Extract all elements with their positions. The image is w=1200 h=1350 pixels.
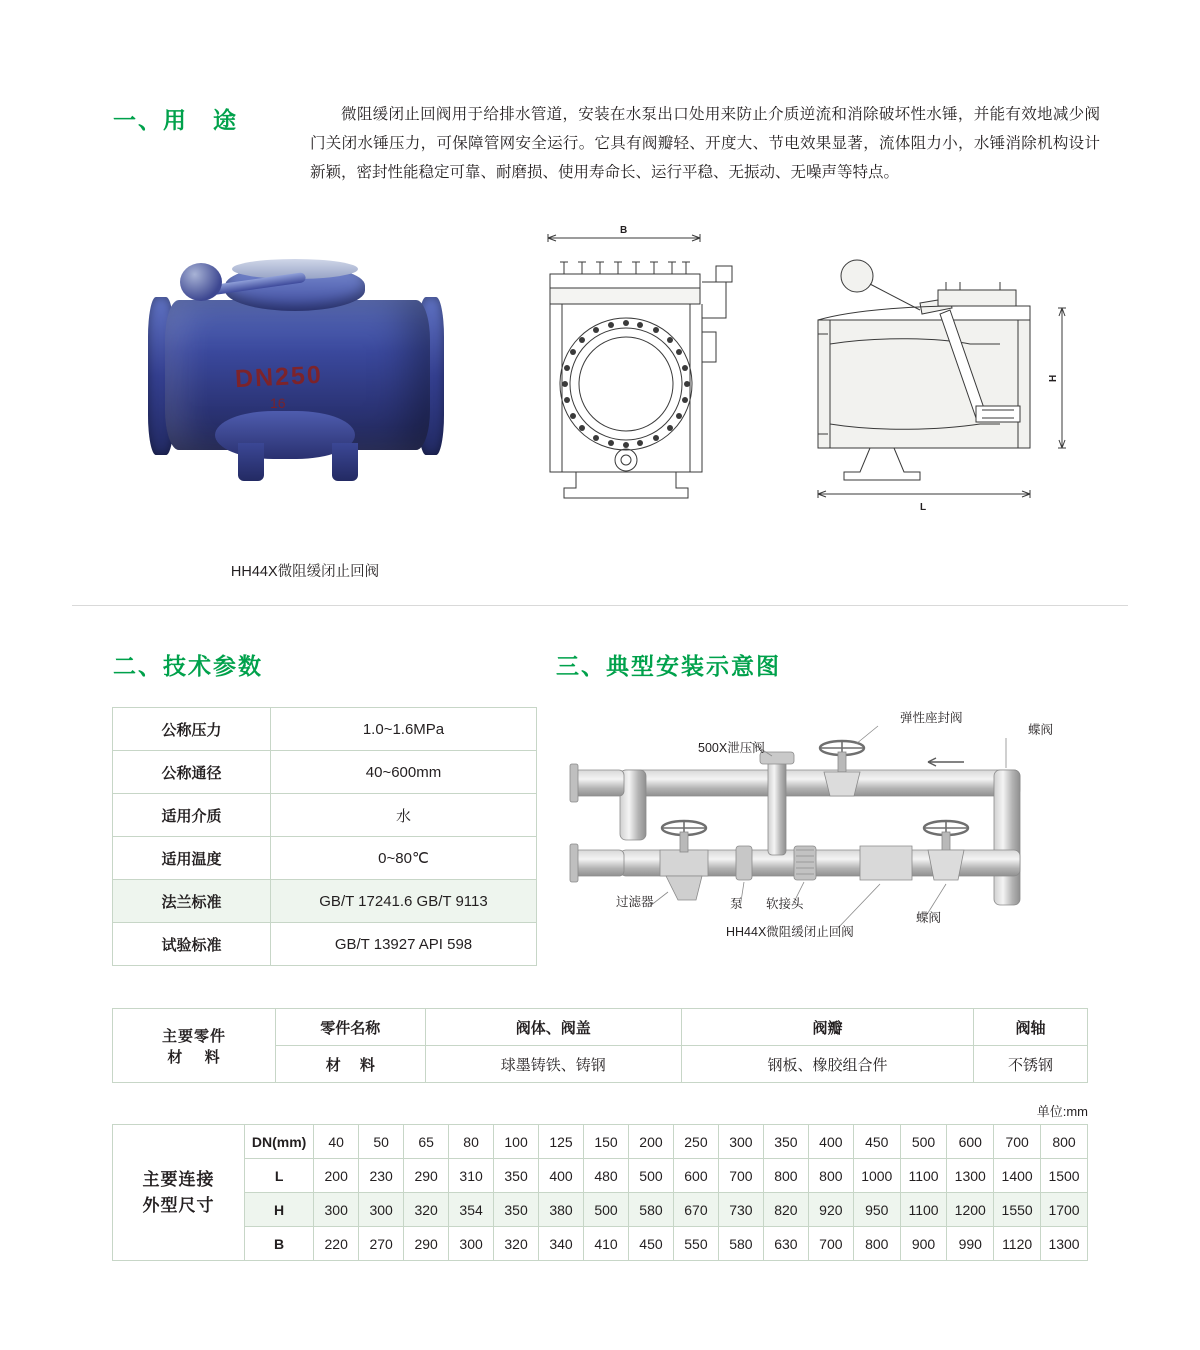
table-row	[113, 1227, 1088, 1261]
dimension-cell: 550	[673, 1227, 718, 1261]
label-flex-joint: 软接头	[766, 897, 804, 911]
material-header-cell: 阀轴	[974, 1009, 1088, 1046]
param-value: 0~80℃	[271, 837, 537, 880]
params-heading: 二、技术参数	[113, 653, 263, 679]
table-row	[113, 708, 537, 751]
dimension-cell: 350	[494, 1193, 539, 1227]
unit-note: 单位:mm	[1036, 1104, 1088, 1119]
dimension-cell: 1300	[947, 1159, 994, 1193]
label-resilient-seat-valve: 弹性座封阀	[900, 711, 963, 725]
dim-label-b: B	[620, 225, 628, 236]
dimension-row-label: B	[245, 1227, 314, 1261]
dimension-cell: 80	[449, 1125, 494, 1159]
label-strainer: 过滤器	[616, 895, 654, 909]
dimension-cell: 500	[900, 1125, 947, 1159]
installation-diagram	[560, 700, 1090, 960]
material-value-cell: 不锈钢	[974, 1046, 1088, 1083]
dimension-cell: 1120	[994, 1227, 1041, 1261]
dimension-cell: 800	[853, 1227, 900, 1261]
product-photo-caption: HH44X微阻缓闭止回阀	[230, 564, 380, 580]
dimension-cell: 290	[404, 1159, 449, 1193]
dimension-cell: 800	[808, 1159, 853, 1193]
valve-foot	[238, 443, 264, 481]
dimension-cell: 1100	[900, 1159, 947, 1193]
table-row	[113, 1159, 1088, 1193]
table-row	[113, 1009, 1088, 1046]
material-header-cell: 阀瓣	[681, 1009, 973, 1046]
dimension-cell: 450	[853, 1125, 900, 1159]
dimension-corner-line1: 主要连接	[142, 1169, 215, 1189]
dimension-cell: 320	[494, 1227, 539, 1261]
dimension-cell: 1000	[853, 1159, 900, 1193]
label-butterfly-valve-bottom: 蝶阀	[916, 911, 942, 925]
dimension-cell: 125	[539, 1125, 584, 1159]
dimension-cell: 920	[808, 1193, 853, 1227]
dimension-cell: 350	[763, 1125, 808, 1159]
dimension-cell: 500	[584, 1193, 629, 1227]
label-check-valve: HH44X微阻缓闭止回阀	[726, 925, 854, 939]
label-pump: 泵	[730, 897, 743, 911]
dimension-corner-line2: 外型尺寸	[142, 1195, 215, 1215]
table-row	[113, 837, 537, 880]
param-key: 公称通径	[113, 751, 271, 794]
dimension-cell: 800	[763, 1159, 808, 1193]
dimension-cell: 1200	[947, 1193, 994, 1227]
dimension-cell: 230	[359, 1159, 404, 1193]
dimension-cell: 800	[1041, 1125, 1088, 1159]
dim-label-l: L	[920, 502, 927, 513]
table-row	[113, 1193, 1088, 1227]
dimension-cell: 900	[900, 1227, 947, 1261]
dimension-cell: 670	[673, 1193, 718, 1227]
table-row	[113, 751, 537, 794]
dimension-cell: 200	[314, 1159, 359, 1193]
table-row	[113, 880, 537, 923]
dimension-cell: 1100	[900, 1193, 947, 1227]
param-key: 法兰标准	[113, 880, 271, 923]
dimension-cell: 220	[314, 1227, 359, 1261]
dimension-cell: 410	[584, 1227, 629, 1261]
dimension-cell: 480	[584, 1159, 629, 1193]
dimension-cell: 700	[808, 1227, 853, 1261]
dimension-cell: 950	[853, 1193, 900, 1227]
dimension-cell: 730	[718, 1193, 763, 1227]
piping-illustration	[560, 700, 1090, 960]
dimension-cell: 270	[359, 1227, 404, 1261]
valve-counterweight	[180, 263, 222, 301]
section-divider	[72, 605, 1128, 606]
usage-section	[0, 0, 1200, 181]
dimension-cell: 300	[359, 1193, 404, 1227]
material-value-cell: 球墨铸铁、铸钢	[425, 1046, 681, 1083]
material-header-cell: 阀体、阀盖	[425, 1009, 681, 1046]
dimension-cell: 350	[494, 1159, 539, 1193]
dimension-cell: 300	[314, 1193, 359, 1227]
param-value: 1.0~1.6MPa	[271, 708, 537, 751]
dimension-cell: 1700	[1041, 1193, 1088, 1227]
dimension-cell: 340	[539, 1227, 584, 1261]
dimension-cell: 700	[994, 1125, 1041, 1159]
dimension-cell: 580	[718, 1227, 763, 1261]
dimension-cell: 100	[494, 1125, 539, 1159]
dimension-cell: 400	[808, 1125, 853, 1159]
install-heading: 三、典型安装示意图	[556, 653, 781, 679]
dimension-cell: 1550	[994, 1193, 1041, 1227]
dimension-cell: 290	[404, 1227, 449, 1261]
valve-pn-marking: 16	[270, 395, 286, 411]
dimension-cell: 50	[359, 1125, 404, 1159]
dimension-cell: 310	[449, 1159, 494, 1193]
param-key: 试验标准	[113, 923, 271, 966]
material-row-header	[113, 1009, 276, 1083]
material-row-header-line1: 主要零件	[161, 1027, 226, 1045]
dimension-cell: 300	[449, 1227, 494, 1261]
dimension-corner-header	[113, 1125, 245, 1261]
material-value-cell: 钢板、橡胶组合件	[681, 1046, 973, 1083]
material-header-cell: 零件名称	[276, 1009, 426, 1046]
label-butterfly-valve-top: 蝶阀	[1028, 723, 1054, 737]
dimension-cell: 380	[539, 1193, 584, 1227]
product-photo	[120, 225, 490, 525]
front-view-drawing	[520, 222, 760, 512]
dimension-cell: 1500	[1041, 1159, 1088, 1193]
material-table	[112, 1008, 1088, 1083]
param-value: GB/T 13927 API 598	[271, 923, 537, 966]
dimension-cell: 1400	[994, 1159, 1041, 1193]
section-view-drawing	[800, 248, 1080, 518]
dimension-row-label: L	[245, 1159, 314, 1193]
dimension-table	[112, 1124, 1088, 1261]
dimension-cell: 40	[314, 1125, 359, 1159]
valve-foot	[332, 443, 358, 481]
dimension-cell: 450	[628, 1227, 673, 1261]
valve-dn-marking: DN250	[234, 360, 324, 394]
material-value-cell: 材 料	[276, 1046, 426, 1083]
usage-heading: 一、用 途	[113, 107, 238, 133]
dimension-cell: 300	[718, 1125, 763, 1159]
param-key: 适用温度	[113, 837, 271, 880]
table-row	[113, 923, 537, 966]
param-key: 适用介质	[113, 794, 271, 837]
material-row-header-line2: 材 料	[167, 1048, 221, 1066]
param-key: 公称压力	[113, 708, 271, 751]
dimension-cell: 320	[404, 1193, 449, 1227]
dimension-cell: 500	[628, 1159, 673, 1193]
usage-paragraph: 微阻缓闭止回阀用于给排水管道，安装在水泵出口处用来防止介质逆流和消除破坏性水锤，并能有效地减少阀门关闭水锤压力，可保障管网安全运行。它具有阀瓣轻、开度大、节电效果显著，流体阻力小，水锤消除机构设计新颖，密封性能稳定可靠、耐磨损、使用寿命长、运行平稳、无振动、无噪声等特点。	[310, 106, 1100, 181]
dimension-cell: 580	[628, 1193, 673, 1227]
dimension-cell: 150	[584, 1125, 629, 1159]
param-value: 水	[271, 794, 537, 837]
table-row	[113, 794, 537, 837]
dimension-row-label: H	[245, 1193, 314, 1227]
dimension-cell: 250	[673, 1125, 718, 1159]
dimension-cell: 820	[763, 1193, 808, 1227]
dimension-cell: 630	[763, 1227, 808, 1261]
dimension-cell: 990	[947, 1227, 994, 1261]
table-row	[113, 1125, 1088, 1159]
dimension-cell: 65	[404, 1125, 449, 1159]
dim-label-h: H	[1048, 374, 1059, 382]
label-relief-valve: 500X泄压阀	[698, 741, 765, 755]
dimension-cell: 600	[673, 1159, 718, 1193]
dimension-cell: 400	[539, 1159, 584, 1193]
param-value: 40~600mm	[271, 751, 537, 794]
dimension-cell: 1300	[1041, 1227, 1088, 1261]
dimension-cell: 700	[718, 1159, 763, 1193]
dimension-cell: 600	[947, 1125, 994, 1159]
dimension-cell: 200	[628, 1125, 673, 1159]
param-value: GB/T 17241.6 GB/T 9113	[271, 880, 537, 923]
dimension-cell: 354	[449, 1193, 494, 1227]
dimension-row-label: DN(mm)	[245, 1125, 314, 1159]
technical-parameters-table	[112, 707, 537, 966]
